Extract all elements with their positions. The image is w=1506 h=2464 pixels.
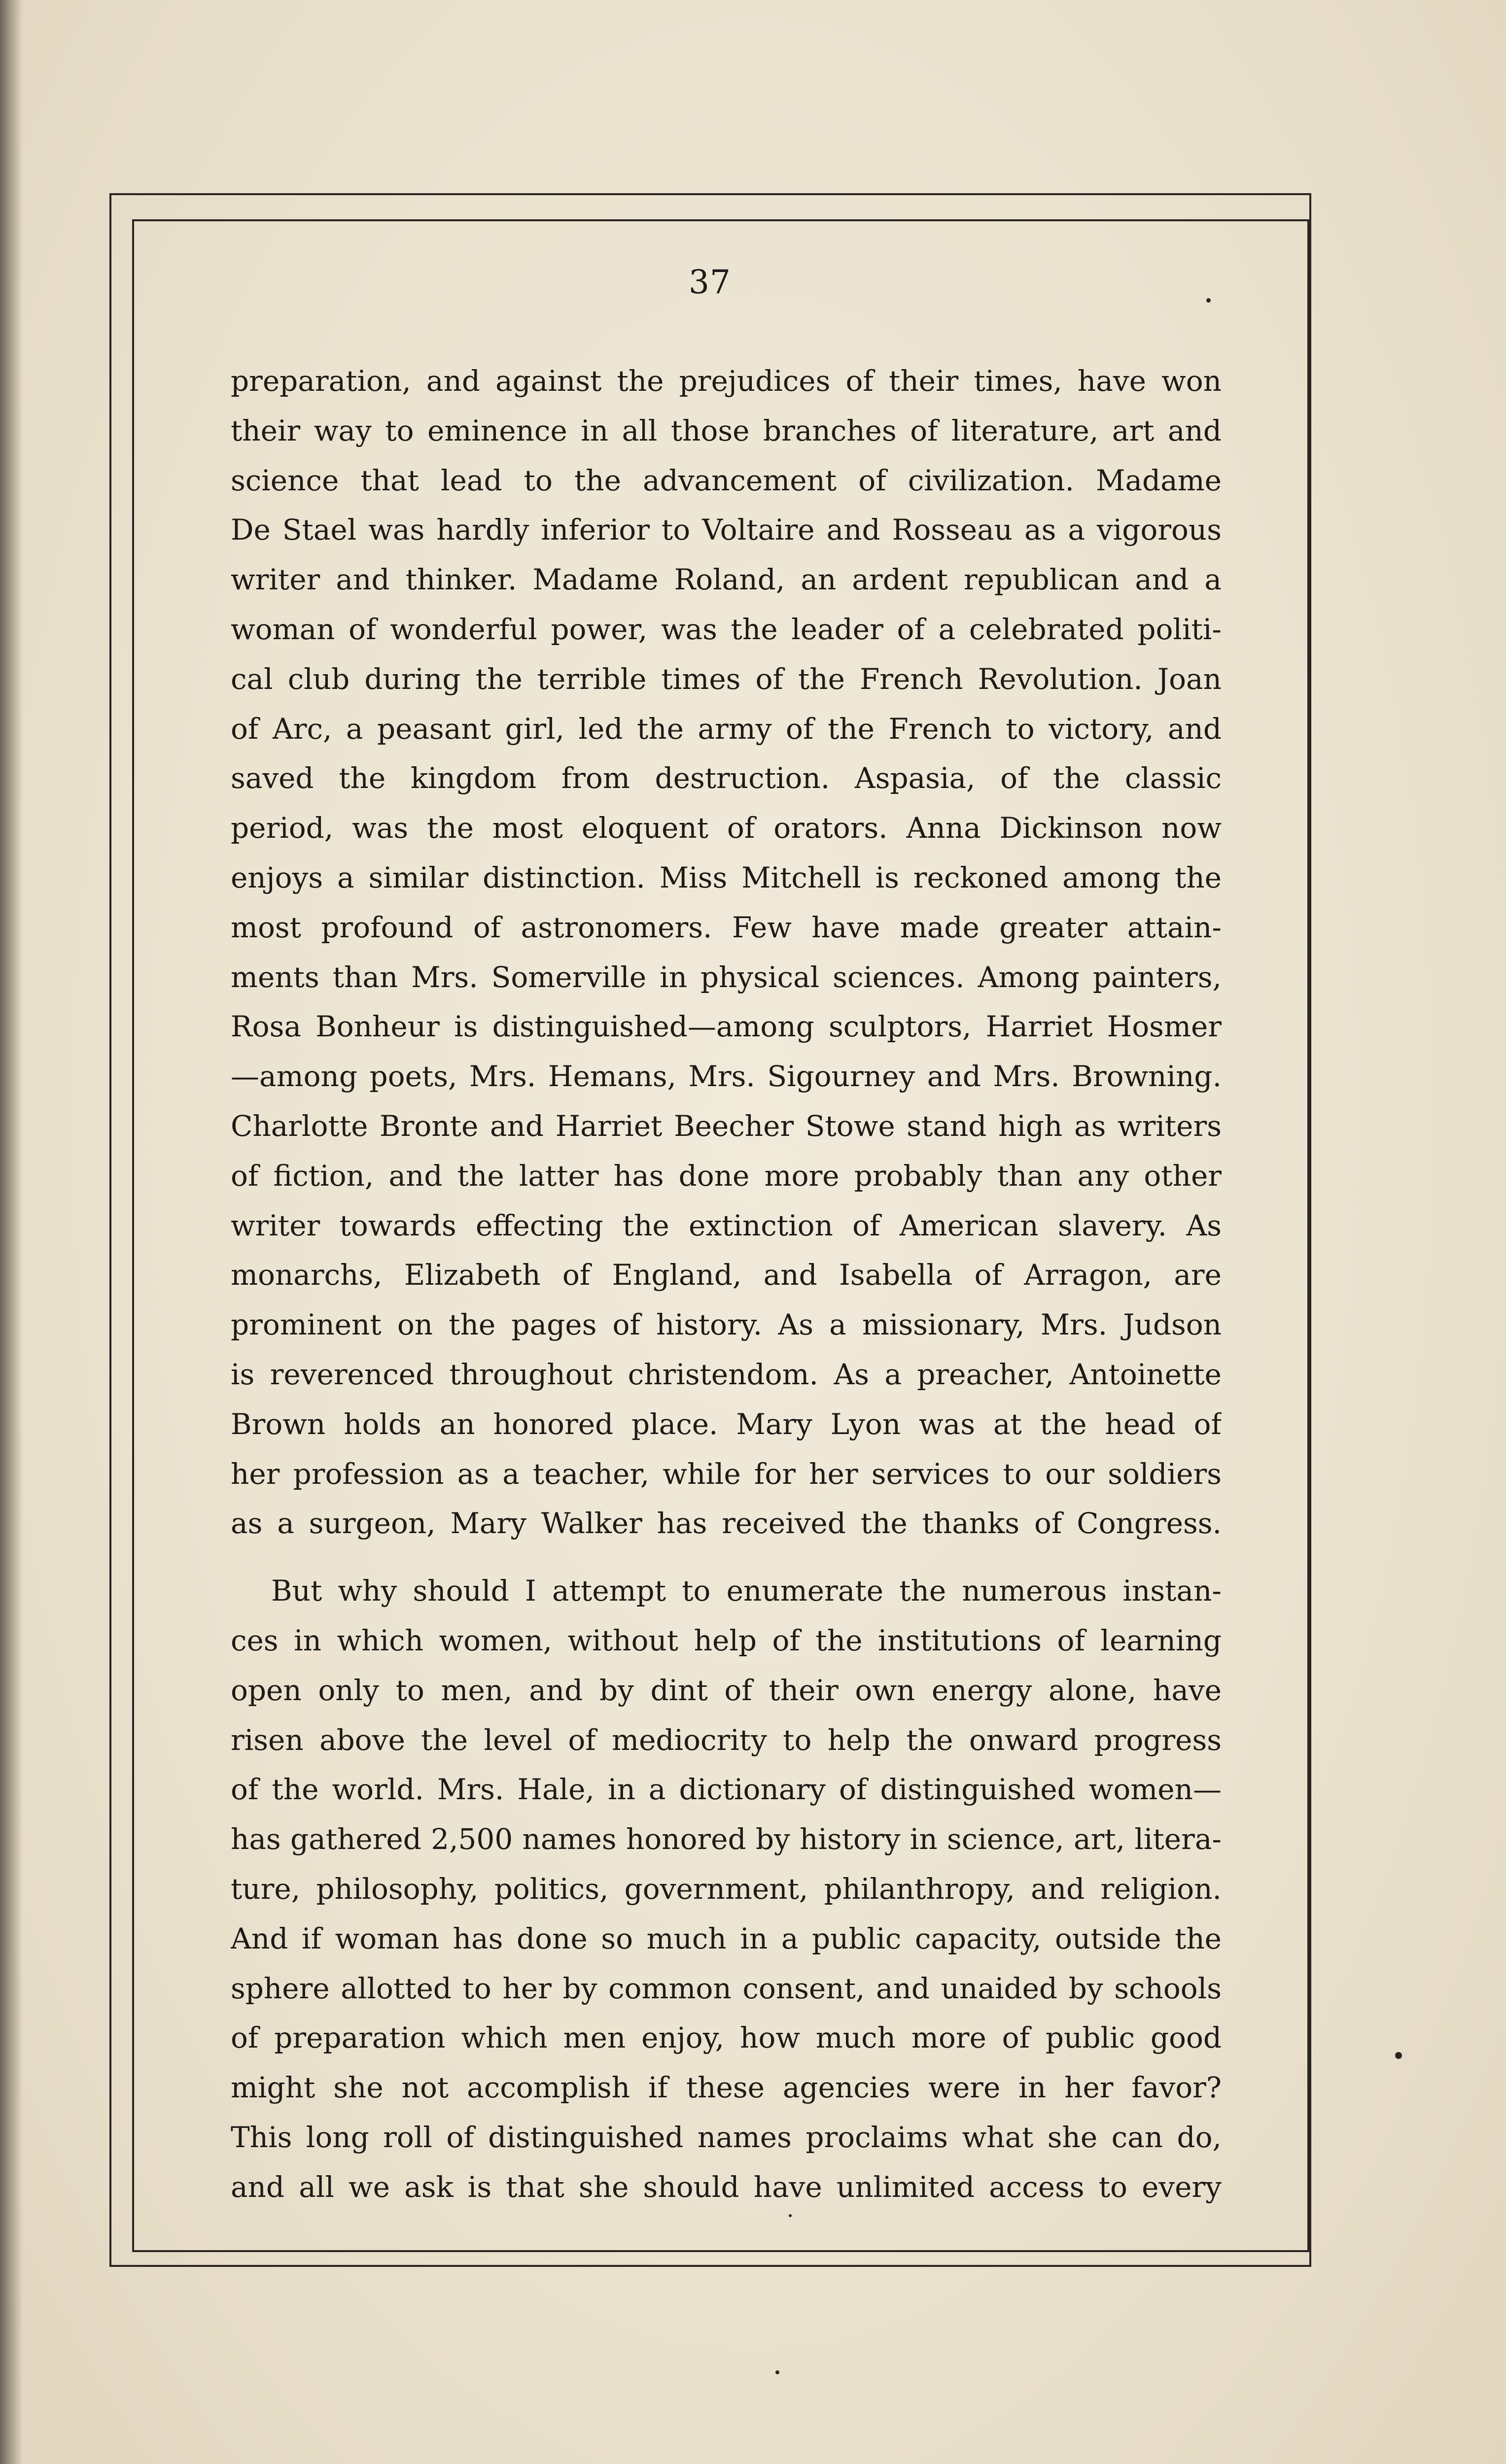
text-line: cal club during the terrible times of the French Revolution. Joan — [231, 662, 1222, 696]
text-line: risen above the level of mediocrity to help the onward progress — [231, 1723, 1222, 1757]
ink-speck — [775, 2370, 779, 2374]
text-line: Charlotte Bronte and Harriet Beecher Stowe stand high as writers — [231, 1109, 1222, 1143]
ink-speck — [789, 2214, 792, 2217]
text-line: writer towards effecting the extinction of American slavery. As — [231, 1208, 1222, 1242]
body-text — [231, 356, 1222, 2212]
text-line: ces in which women, without help of the institutions of learning — [231, 1623, 1222, 1657]
text-line: has gathered 2,500 names honored by history in science, art, litera- — [231, 1822, 1222, 1856]
binding-shadow — [0, 0, 23, 2464]
text-line: This long roll of distinguished names proclaims what she can do, — [231, 2120, 1222, 2154]
text-line: monarchs, Elizabeth of England, and Isabella of Arragon, are — [231, 1258, 1222, 1292]
text-line: of fiction, and the latter has done more probably than any other — [231, 1159, 1222, 1193]
text-line: Brown holds an honored place. Mary Lyon was at the head of — [231, 1407, 1222, 1441]
text-line: of preparation which men enjoy, how much more of public good — [231, 2021, 1222, 2055]
text-line: De Stael was hardly inferior to Voltaire and Rosseau as a vigorous — [231, 513, 1222, 547]
text-line: ture, philosophy, politics, government, philanthropy, and religion. — [231, 1872, 1222, 1906]
text-line: might she not accomplish if these agencies were in her favor? — [231, 2071, 1222, 2105]
text-line: Rosa Bonheur is distinguished—among sculptors, Harriet Hosmer — [231, 1010, 1222, 1044]
text-line: and all we ask is that she should have unlimited access to every — [231, 2170, 1222, 2204]
text-line: sphere allotted to her by common consent, and unaided by schools — [231, 1971, 1222, 2005]
text-line: is reverenced throughout christendom. As a preacher, Antoinette — [231, 1357, 1222, 1391]
ink-speck — [1206, 298, 1211, 303]
paragraph-1 — [231, 356, 1222, 1548]
text-line: their way to eminence in all those branches of literature, art and — [231, 413, 1222, 447]
text-line: woman of wonderful power, was the leader of a celebrated politi- — [231, 612, 1222, 646]
text-line: her profession as a teacher, while for her services to our soldiers — [231, 1457, 1222, 1491]
text-line: open only to men, and by dint of their own energy alone, have — [231, 1673, 1222, 1707]
text-line: science that lead to the advancement of civilization. Madame — [231, 463, 1222, 497]
text-line: of Arc, a peasant girl, led the army of the French to victory, and — [231, 712, 1222, 746]
text-line: And if woman has done so much in a public capacity, outside the — [231, 1921, 1222, 1955]
text-line: —among poets, Mrs. Hemans, Mrs. Sigourney and Mrs. Browning. — [231, 1060, 1222, 1094]
text-line: most profound of astronomers. Few have made greater attain- — [231, 910, 1222, 944]
text-line: as a surgeon, Mary Walker has received the thanks of Congress. — [231, 1506, 1222, 1540]
text-line: ments than Mrs. Somerville in physical sciences. Among painters, — [231, 960, 1222, 994]
text-line: period, was the most eloquent of orators. Anna Dickinson now — [231, 811, 1222, 845]
text-line: But why should I attempt to enumerate the numerous instan- — [271, 1574, 1222, 1608]
text-line: enjoys a similar distinction. Miss Mitchell is reckoned among the — [231, 860, 1222, 894]
paragraph-2 — [231, 1566, 1222, 2212]
ink-speck — [1395, 2052, 1402, 2059]
page-number: 37 — [689, 263, 731, 301]
text-line: of the world. Mrs. Hale, in a dictionary of distinguished women— — [231, 1773, 1222, 1807]
text-line: saved the kingdom from destruction. Aspasia, of the classic — [231, 761, 1222, 795]
text-line: prominent on the pages of history. As a missionary, Mrs. Judson — [231, 1308, 1222, 1342]
text-line: writer and thinker. Madame Roland, an ardent republican and a — [231, 563, 1222, 597]
text-line: preparation, and against the prejudices of their times, have won — [231, 364, 1222, 398]
